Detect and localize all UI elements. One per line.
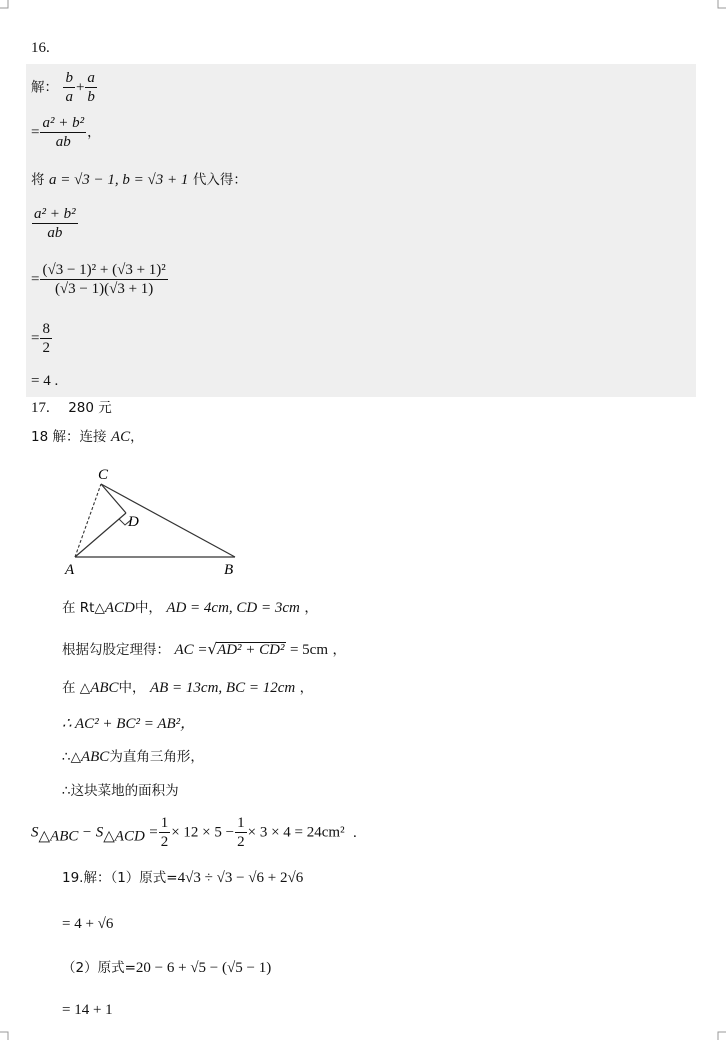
q17-answer: 280 元 xyxy=(68,400,112,416)
q16-step1 xyxy=(31,70,98,105)
corner-mark-bottom-right xyxy=(706,1020,726,1040)
q16-step4 xyxy=(31,206,79,241)
q18-radicand: AD² + CD² xyxy=(217,642,285,658)
q18-line4: ∴ AC² + BC² = AB²， xyxy=(62,716,196,732)
q18-heading: 18 解：连接 AC， xyxy=(31,429,144,445)
label-d: D xyxy=(128,514,139,530)
q17-line xyxy=(31,399,112,417)
label-b: B xyxy=(224,562,234,578)
q18-triangle-figure xyxy=(55,460,255,585)
q16-step6: = $\frac{8}{2}$ xyxy=(31,321,50,356)
q17-number: 17. xyxy=(31,400,50,416)
q16-step2: = $\frac{\text{a² + b²}}{ab}$ ， xyxy=(31,115,101,150)
q19-line4: = 14 + 1 xyxy=(62,1002,113,1018)
q16-solution-label: 解： xyxy=(31,79,58,96)
q16-result: = 4 . xyxy=(31,373,59,389)
q18-line2: 根据勾股定理得： AC =√AD² + CD² = 5cm ， xyxy=(62,640,346,658)
q18-line7: $S_{\triangle ABC} - S_{\triangle ACD}$ = $\frac{1}{2}$ × 12 × 5 − $\frac{1}{2}$ × 3 × 4 = 24cm² . xyxy=(31,815,357,850)
q16-fraction-eight-over-two: $\frac{8}{2}$ xyxy=(42,321,50,356)
label-c: C xyxy=(98,467,109,483)
corner-mark-top-right xyxy=(706,0,726,20)
q16-fraction-sum-squares: $\frac{\text{a² + b²}}{ab}$ xyxy=(42,115,85,150)
corner-mark-top-left xyxy=(0,0,20,20)
q16-number: 16. xyxy=(31,40,50,56)
q16-fraction-b-over-a: $\frac{b}{a}$ xyxy=(65,70,73,105)
q18-line6: ∴这块菜地的面积为 xyxy=(62,783,179,799)
q19-line3: （2）原式=20 − 6 + √5 − (√5 − 1) xyxy=(62,960,272,976)
q18-line5: ∴△ABC为直角三角形， xyxy=(62,749,204,765)
corner-mark-bottom-left xyxy=(0,1020,20,1040)
q16-fraction-substituted: $\frac{\text{(√3 − 1)² + (√3 + 1)²}}{(√3 - 1)(√3 + 1)}$ xyxy=(42,262,166,297)
plus-sign: + xyxy=(75,79,85,96)
q16-fraction-a-over-b: $\frac{a}{b}$ xyxy=(87,70,95,105)
side-ad xyxy=(75,513,126,557)
q18-line3: 在 △ABC中， AB = 13cm, BC = 12cm ， xyxy=(62,680,314,696)
q18-line1: 在 Rt△ACD中， AD = 4cm, CD = 3cm ， xyxy=(62,600,318,616)
q16-solution-highlight xyxy=(26,64,696,397)
label-a: A xyxy=(65,562,75,578)
q19-line1: 19.解：（1）原式=4√3 ÷ √3 − √6 + 2√6 xyxy=(62,870,304,886)
radical-sign: √ xyxy=(207,640,218,658)
q16-step3: 将 a = √3 − 1, b = √3 + 1 代入得： xyxy=(31,172,247,188)
side-cd xyxy=(101,484,126,513)
fraction-one-half-2: $\frac{1}{2}$ xyxy=(237,815,245,850)
q16-substitution: a = √3 − 1, b = √3 + 1 xyxy=(48,172,189,188)
fraction-one-half: $\frac{1}{2}$ xyxy=(160,815,169,850)
q16-step5: = $\frac{\text{(√3 − 1)² + (√3 + 1)²}}{(√3 - 1)(√3 + 1)}$ xyxy=(31,262,166,297)
q19-line2: = 4 + √6 xyxy=(62,916,114,932)
q16-fraction-expression: $\frac{\text{a² + b²}}{ab}$ xyxy=(34,206,76,241)
